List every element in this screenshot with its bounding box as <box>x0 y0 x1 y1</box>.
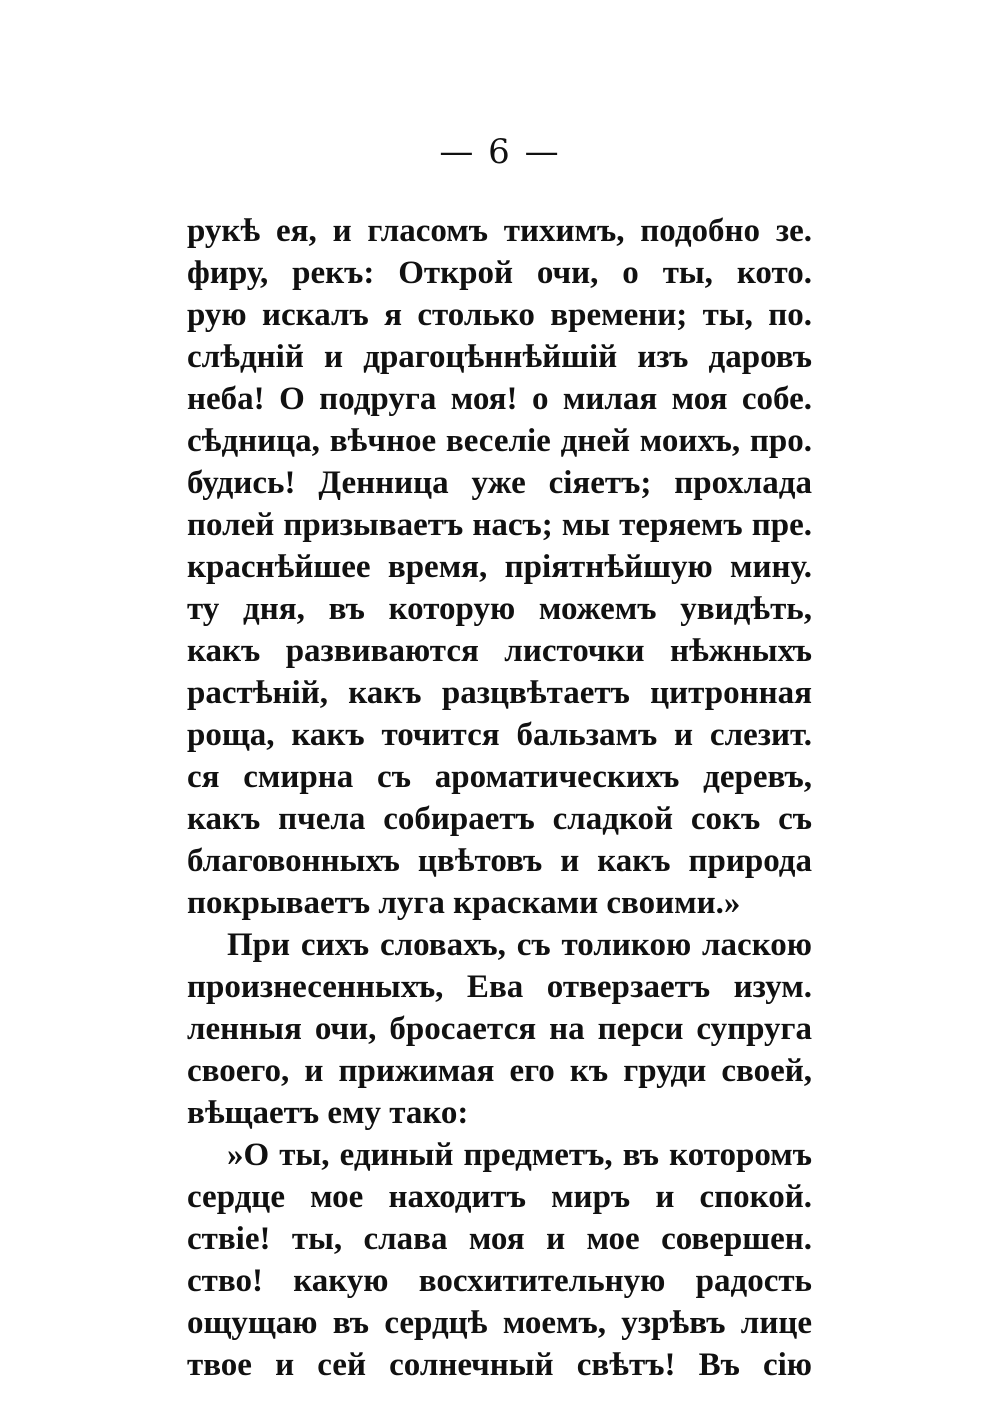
text-line: сѣдница, вѣчное веселіе дней моихъ, про. <box>187 423 812 459</box>
text-line: краснѣйшее время, пріятнѣйшую мину. <box>187 549 812 585</box>
text-line: какъ пчела собираетъ сладкой сокъ съ <box>187 801 812 837</box>
text-line: своего, и прижимая его къ груди своей, <box>187 1053 812 1089</box>
text-line: ту дня, въ которую можемъ увидѣть, <box>187 591 812 627</box>
text-line: ленныя очи, бросается на перси супруга <box>187 1011 812 1047</box>
text-line: вѣщаетъ ему тако: <box>187 1095 469 1131</box>
text-line: слѣдній и драгоцѣннѣйшій изъ даровъ <box>187 339 812 375</box>
paragraph-start-line: При сихъ словахъ, съ толикою ласкою <box>227 927 812 963</box>
text-line: рую искалъ я столько времени; ты, по. <box>187 297 812 333</box>
text-line: растѣній, какъ разцвѣтаетъ цитронная <box>187 675 812 711</box>
text-line: ствіе! ты, слава моя и мое совершен. <box>187 1221 812 1257</box>
text-line: произнесенныхъ, Ева отверзаетъ изум. <box>187 969 812 1005</box>
paragraph-start-line: »О ты, единый предметъ, въ которомъ <box>227 1137 812 1173</box>
text-line: фиру, рекъ: Открой очи, о ты, кото. <box>187 255 812 291</box>
text-line: сердце мое находитъ миръ и спокой. <box>187 1179 812 1215</box>
text-line: ощущаю въ сердцѣ моемъ, узрѣвъ лице <box>187 1305 812 1341</box>
text-line: ство! какую восхитительную радость <box>187 1263 812 1299</box>
text-line: какъ развиваются листочки нѣжныхъ <box>187 633 812 669</box>
text-line: неба! О подруга моя! о милая моя собе. <box>187 381 812 417</box>
text-line: твое и сей солнечный свѣтъ! Въ сію <box>187 1347 812 1383</box>
text-line: роща, какъ точится бальзамъ и слезит. <box>187 717 812 753</box>
text-line: рукѣ ея, и гласомъ тихимъ, подобно зе. <box>187 213 812 249</box>
text-line: ся смирна съ ароматическихъ деревъ, <box>187 759 812 795</box>
text-line: покрываетъ луга красками своими.» <box>187 885 741 921</box>
text-line: благовонныхъ цвѣтовъ и какъ природа <box>187 843 812 879</box>
text-line: будись! Денница уже сіяетъ; прохлада <box>187 465 812 501</box>
page-number: — 6 — <box>439 132 561 172</box>
text-line: полей призываетъ насъ; мы теряемъ пре. <box>187 507 812 543</box>
